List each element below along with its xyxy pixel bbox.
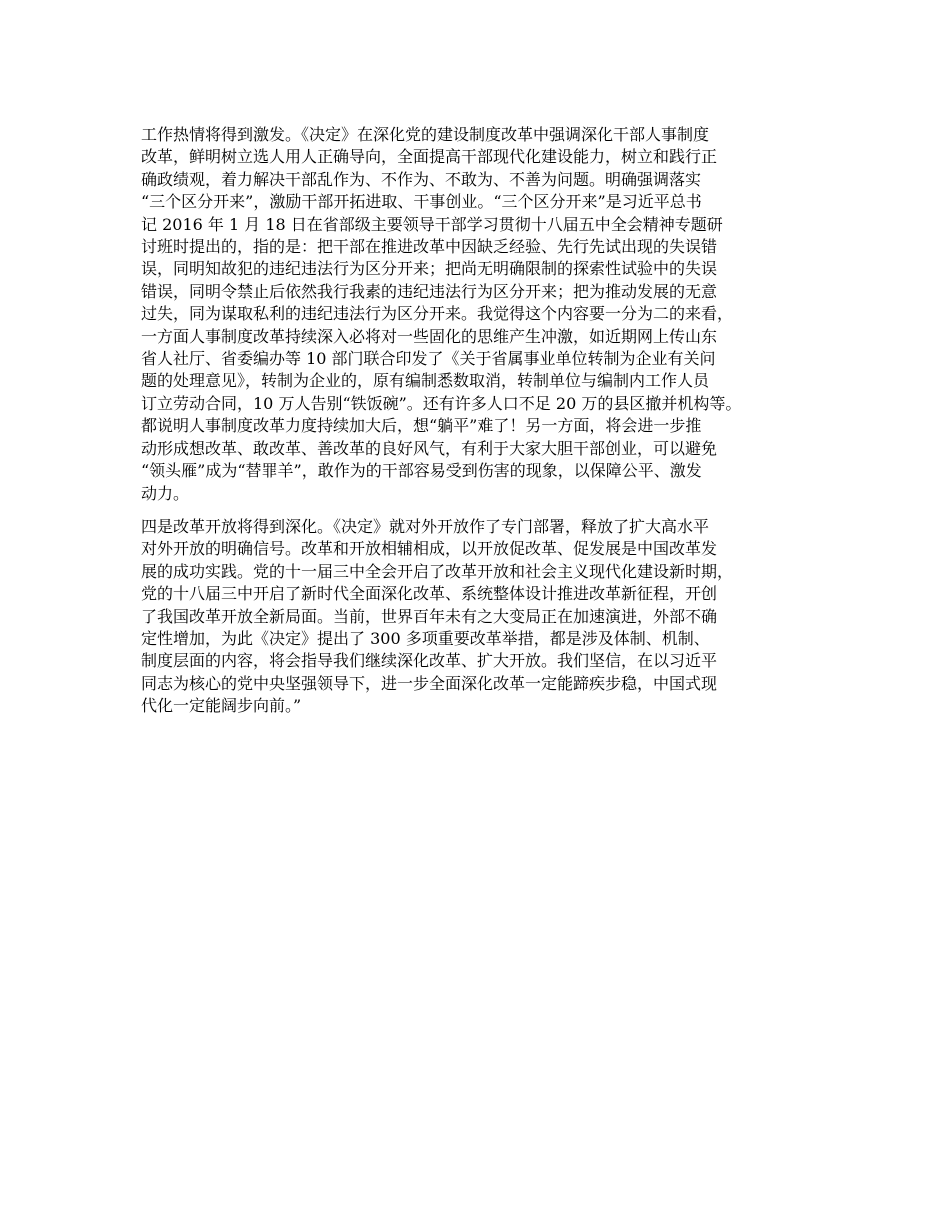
text-line: 制度层面的内容，将会指导我们继续深化改革、扩大开放。我们坚信，在以习近平: [141, 651, 718, 671]
text-line: 改革，鲜明树立选人用人正确导向，全面提高干部现代化建设能力，树立和践行正: [141, 147, 718, 167]
text-line: 一方面人事制度改革持续深入必将对一些固化的思维产生冲激，如近期网上传山东: [141, 326, 718, 346]
document-page: [141, 124, 831, 718]
text-line: “领头雁”成为“替罪羊”，敢作为的干部容易受到伤害的现象，以保障公平、激发: [141, 461, 702, 481]
text-line: 了我国改革开放全新局面。当前，世界百年未有之大变局正在加速演进，外部不确: [141, 606, 718, 626]
paragraph-personnel-reform: [141, 124, 831, 505]
text-line: 订立劳动合同，10 万人告别“铁饭碗”。还有许多人口不足 20 万的县区撤并机构等。: [141, 393, 742, 413]
text-line: 讨班时提出的，指的是：把干部在推进改革中因缺乏经验、先行先试出现的失误错: [141, 237, 718, 257]
text-line: 展的成功实践。党的十一届三中全会开启了改革开放和社会主义现代化建设新时期，: [141, 561, 734, 581]
paragraph-reform-opening: [141, 516, 831, 718]
text-line: 工作热情将得到激发。《决定》在深化党的建设制度改革中强调深化干部人事制度: [141, 125, 710, 144]
text-line: 过失，同为谋取私利的违纪违法行为区分开来。我觉得这个内容要一分为二的来看，: [141, 304, 734, 324]
text-line: 都说明人事制度改革力度持续加大后，想“躺平”难了！另一方面，将会进一步推: [141, 416, 702, 436]
text-line: 同志为核心的党中央坚强领导下，进一步全面深化改革一定能蹄疾步稳，中国式现: [141, 673, 718, 693]
text-line: 记 2016 年 1 月 18 日在省部级主要领导干部学习贯彻十八届五中全会精神专题研: [141, 214, 723, 234]
text-line: 代化一定能阔步向前。”: [141, 696, 302, 716]
text-line: 错误，同明令禁止后依然我行我素的违纪违法行为区分开来；把为推动发展的无意: [141, 281, 718, 301]
text-line: 定性增加，为此《决定》提出了 300 多项重要改革举措，都是涉及体制、机制、: [141, 628, 710, 648]
text-line: 党的十八届三中开启了新时代全面深化改革、系统整体设计推进改革新征程，开创: [141, 584, 718, 604]
text-line: 四是改革开放将得到深化。《决定》就对外开放作了专门部署，释放了扩大高水平: [141, 516, 710, 536]
text-line: 动力。: [141, 483, 190, 503]
text-line: “三个区分开来”，激励干部开拓进取、干事创业。“三个区分开来”是习近平总书: [141, 192, 702, 212]
text-line: 确政绩观，着力解决干部乱作为、不作为、不敢为、不善为问题。明确强调落实: [141, 169, 702, 189]
text-line: 动形成想改革、敢改革、善改革的良好风气，有利于大家大胆干部创业，可以避免: [141, 438, 718, 458]
text-line: 省人社厅、省委编办等 10 部门联合印发了《关于省属事业单位转制为企业有关问: [141, 349, 716, 369]
text-line: 题的处理意见》，转制为企业的，原有编制悉数取消，转制单位与编制内工作人员: [141, 371, 710, 391]
text-line: 对外开放的明确信号。改革和开放相辅相成，以开放促改革、促发展是中国改革发: [141, 539, 718, 559]
text-line: 误，同明知故犯的违纪违法行为区分开来；把尚无明确限制的探索性试验中的失误: [141, 259, 718, 279]
